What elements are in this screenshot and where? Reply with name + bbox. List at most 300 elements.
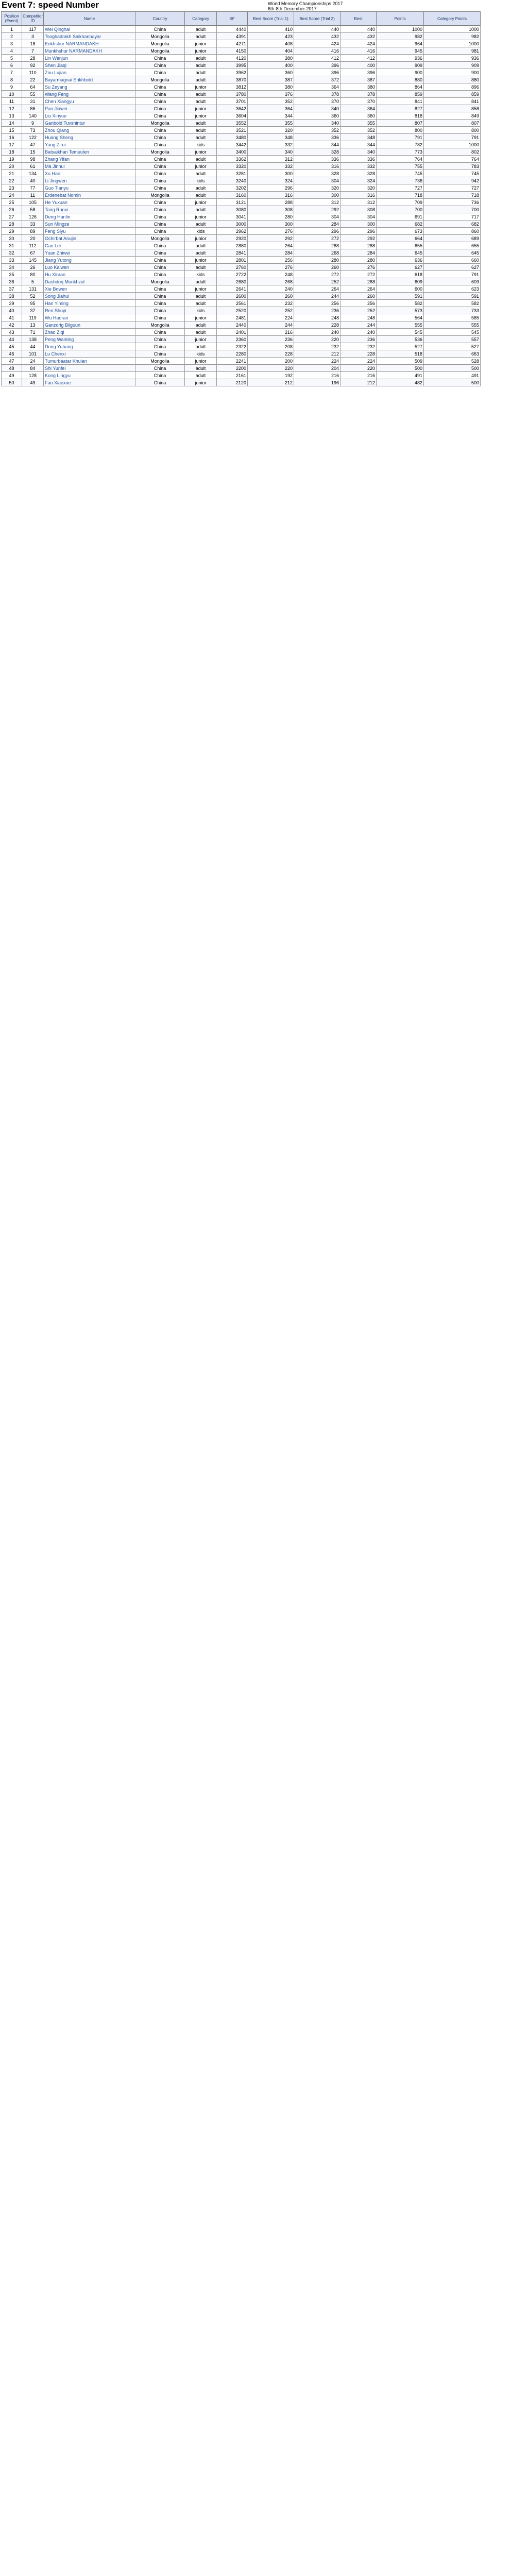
best-cell: 300 <box>340 221 377 228</box>
position-cell: 3 <box>2 40 22 47</box>
position-cell: 45 <box>2 343 22 350</box>
sf-cell: 2680 <box>217 278 248 285</box>
trial-2-cell: 272 <box>294 271 340 278</box>
points-cell: 527 <box>377 343 424 350</box>
competitor-id-cell: 101 <box>22 350 44 358</box>
competitor-id-cell: 122 <box>22 134 44 141</box>
name-cell: Tumurbaatar Khulan <box>44 358 135 365</box>
trial-1-cell: 344 <box>248 112 294 120</box>
trial-2-cell: 224 <box>294 358 340 365</box>
trial-1-cell: 288 <box>248 199 294 206</box>
competitor-id-cell: 92 <box>22 62 44 69</box>
category-cell: kids <box>185 350 217 358</box>
points-cell: 609 <box>377 278 424 285</box>
category-points-cell: 860 <box>424 228 481 235</box>
category-cell: junior <box>185 314 217 321</box>
table-row <box>2 365 481 372</box>
category-points-cell: 849 <box>424 112 481 120</box>
trial-2-cell: 260 <box>294 264 340 271</box>
position-cell: 49 <box>2 372 22 379</box>
country-cell: Mongolia <box>135 278 185 285</box>
category-points-cell: 717 <box>424 213 481 221</box>
table-row <box>2 350 481 358</box>
best-cell: 416 <box>340 47 377 55</box>
category-points-cell: 800 <box>424 127 481 134</box>
category-points-cell: 545 <box>424 329 481 336</box>
trial-2-cell: 360 <box>294 112 340 120</box>
category-cell: junior <box>185 213 217 221</box>
table-row <box>2 163 481 170</box>
table-row <box>2 257 481 264</box>
points-cell: 645 <box>377 249 424 257</box>
name-cell: Yuan Zhiwei <box>44 249 135 257</box>
sf-cell: 2760 <box>217 264 248 271</box>
country-cell: Mongolia <box>135 47 185 55</box>
best-cell: 280 <box>340 257 377 264</box>
trial-1-cell: 320 <box>248 127 294 134</box>
category-cell: adult <box>185 264 217 271</box>
trial-1-cell: 404 <box>248 47 294 55</box>
category-points-cell: 733 <box>424 307 481 314</box>
category-cell: adult <box>185 76 217 83</box>
best-cell: 304 <box>340 213 377 221</box>
table-row <box>2 91 481 98</box>
competitor-id-cell: 67 <box>22 249 44 257</box>
table-row <box>2 271 481 278</box>
points-cell: 745 <box>377 170 424 177</box>
best-cell: 352 <box>340 127 377 134</box>
table-row <box>2 83 481 91</box>
table-row <box>2 184 481 192</box>
position-cell: 36 <box>2 278 22 285</box>
trial-1-cell: 324 <box>248 177 294 184</box>
sf-cell: 4120 <box>217 55 248 62</box>
competitor-id-cell: 80 <box>22 271 44 278</box>
table-row <box>2 127 481 134</box>
category-points-cell: 858 <box>424 105 481 112</box>
category-cell: junior <box>185 199 217 206</box>
best-cell: 232 <box>340 343 377 350</box>
best-cell: 440 <box>340 26 377 33</box>
best-cell: 212 <box>340 379 377 386</box>
sf-cell: 3780 <box>217 91 248 98</box>
best-cell: 432 <box>340 33 377 40</box>
category-cell: adult <box>185 91 217 98</box>
name-cell: Shen Jiaqi <box>44 62 135 69</box>
best-cell: 378 <box>340 91 377 98</box>
competitor-id-cell: 77 <box>22 184 44 192</box>
competitor-id-cell: 7 <box>22 47 44 55</box>
category-cell: junior <box>185 163 217 170</box>
competitor-id-cell: 20 <box>22 235 44 242</box>
best-cell: 284 <box>340 249 377 257</box>
sf-cell: 3442 <box>217 141 248 148</box>
trial-2-cell: 316 <box>294 163 340 170</box>
table-row <box>2 228 481 235</box>
sf-cell: 3962 <box>217 69 248 76</box>
points-cell: 718 <box>377 192 424 199</box>
category-cell: adult <box>185 365 217 372</box>
sf-cell: 3041 <box>217 213 248 221</box>
points-cell: 491 <box>377 372 424 379</box>
name-cell: Song Jiahui <box>44 293 135 300</box>
sf-cell: 3604 <box>217 112 248 120</box>
category-cell: adult <box>185 170 217 177</box>
points-cell: 909 <box>377 62 424 69</box>
name-cell: Ganzorig Bilguun <box>44 321 135 329</box>
table-row <box>2 264 481 271</box>
table-row <box>2 235 481 242</box>
competitor-id-cell: 58 <box>22 206 44 213</box>
competitor-id-cell: 98 <box>22 156 44 163</box>
position-cell: 21 <box>2 170 22 177</box>
points-cell: 691 <box>377 213 424 221</box>
sf-cell: 4391 <box>217 33 248 40</box>
category-points-cell: 591 <box>424 293 481 300</box>
name-cell: Shi Yunfei <box>44 365 135 372</box>
column-header: Best Score (Trial 1) <box>248 12 294 26</box>
table-row <box>2 285 481 293</box>
trial-1-cell: 312 <box>248 156 294 163</box>
category-points-cell: 802 <box>424 148 481 156</box>
position-cell: 4 <box>2 47 22 55</box>
trial-2-cell: 336 <box>294 156 340 163</box>
competitor-id-cell: 73 <box>22 127 44 134</box>
points-cell: 1000 <box>377 26 424 33</box>
country-cell: China <box>135 26 185 33</box>
sf-cell: 2120 <box>217 379 248 386</box>
category-cell: adult <box>185 221 217 228</box>
trial-2-cell: 304 <box>294 213 340 221</box>
trial-1-cell: 376 <box>248 91 294 98</box>
category-points-cell: 900 <box>424 69 481 76</box>
name-cell: Jiang Yutong <box>44 257 135 264</box>
trial-2-cell: 340 <box>294 105 340 112</box>
sf-cell: 3281 <box>217 170 248 177</box>
trial-1-cell: 387 <box>248 76 294 83</box>
category-points-cell: 500 <box>424 379 481 386</box>
table-row <box>2 156 481 163</box>
position-cell: 2 <box>2 33 22 40</box>
sf-cell: 2722 <box>217 271 248 278</box>
best-cell: 320 <box>340 184 377 192</box>
column-header: Position (Event) <box>2 12 22 26</box>
category-cell: adult <box>185 300 217 307</box>
competitor-id-cell: 140 <box>22 112 44 120</box>
trial-1-cell: 332 <box>248 163 294 170</box>
name-cell: Ma Jinhui <box>44 163 135 170</box>
country-cell: China <box>135 163 185 170</box>
name-cell: Lu Chenxi <box>44 350 135 358</box>
position-cell: 47 <box>2 358 22 365</box>
sf-cell: 2561 <box>217 300 248 307</box>
category-points-cell: 1000 <box>424 40 481 47</box>
best-cell: 256 <box>340 300 377 307</box>
competitor-id-cell: 112 <box>22 242 44 249</box>
column-header: Points <box>377 12 424 26</box>
name-cell: Tsogbadrakh Saikhanbayar <box>44 33 135 40</box>
country-cell: Mongolia <box>135 358 185 365</box>
category-points-cell: 718 <box>424 192 481 199</box>
table-row <box>2 336 481 343</box>
trial-1-cell: 256 <box>248 257 294 264</box>
category-cell: adult <box>185 184 217 192</box>
trial-2-cell: 232 <box>294 343 340 350</box>
trial-2-cell: 328 <box>294 170 340 177</box>
category-cell: adult <box>185 278 217 285</box>
trial-1-cell: 200 <box>248 358 294 365</box>
trial-2-cell: 264 <box>294 285 340 293</box>
trial-2-cell: 336 <box>294 134 340 141</box>
table-row <box>2 379 481 386</box>
points-cell: 818 <box>377 112 424 120</box>
trial-2-cell: 432 <box>294 33 340 40</box>
points-cell: 764 <box>377 156 424 163</box>
category-cell: adult <box>185 249 217 257</box>
trial-1-cell: 352 <box>248 98 294 105</box>
name-cell: Guo Tianyu <box>44 184 135 192</box>
best-cell: 240 <box>340 329 377 336</box>
country-cell: China <box>135 329 185 336</box>
trial-1-cell: 244 <box>248 321 294 329</box>
position-cell: 28 <box>2 221 22 228</box>
table-row <box>2 76 481 83</box>
points-cell: 536 <box>377 336 424 343</box>
competitor-id-cell: 49 <box>22 379 44 386</box>
name-cell: Xu Hao <box>44 170 135 177</box>
table-row <box>2 33 481 40</box>
category-cell: kids <box>185 228 217 235</box>
category-cell: junior <box>185 47 217 55</box>
trial-2-cell: 196 <box>294 379 340 386</box>
category-cell: junior <box>185 358 217 365</box>
trial-1-cell: 276 <box>248 228 294 235</box>
country-cell: China <box>135 184 185 192</box>
position-cell: 12 <box>2 105 22 112</box>
name-cell: Lin Wenjun <box>44 55 135 62</box>
position-cell: 44 <box>2 336 22 343</box>
points-cell: 709 <box>377 199 424 206</box>
country-cell: China <box>135 105 185 112</box>
trial-1-cell: 380 <box>248 83 294 91</box>
points-cell: 807 <box>377 120 424 127</box>
trial-1-cell: 228 <box>248 350 294 358</box>
category-points-cell: 783 <box>424 163 481 170</box>
position-cell: 35 <box>2 271 22 278</box>
trial-1-cell: 408 <box>248 40 294 47</box>
competitor-id-cell: 11 <box>22 192 44 199</box>
points-cell: 673 <box>377 228 424 235</box>
best-cell: 424 <box>340 40 377 47</box>
country-cell: China <box>135 91 185 98</box>
competitor-id-cell: 15 <box>22 148 44 156</box>
trial-2-cell: 256 <box>294 300 340 307</box>
competitor-id-cell: 28 <box>22 55 44 62</box>
category-cell: junior <box>185 112 217 120</box>
country-cell: China <box>135 228 185 235</box>
country-cell: China <box>135 271 185 278</box>
table-row <box>2 40 481 47</box>
best-cell: 380 <box>340 83 377 91</box>
points-cell: 800 <box>377 127 424 134</box>
best-cell: 224 <box>340 358 377 365</box>
trial-2-cell: 228 <box>294 321 340 329</box>
category-points-cell: 764 <box>424 156 481 163</box>
trial-2-cell: 320 <box>294 184 340 192</box>
name-cell: Zhou Qiang <box>44 127 135 134</box>
trial-1-cell: 212 <box>248 379 294 386</box>
competitor-id-cell: 5 <box>22 278 44 285</box>
name-cell: Ganbold Tuvshintur <box>44 120 135 127</box>
best-cell: 328 <box>340 170 377 177</box>
best-cell: 332 <box>340 163 377 170</box>
country-cell: Mongolia <box>135 321 185 329</box>
category-points-cell: 727 <box>424 184 481 192</box>
competitor-id-cell: 31 <box>22 98 44 105</box>
trial-1-cell: 216 <box>248 329 294 336</box>
country-cell: China <box>135 177 185 184</box>
competitor-id-cell: 64 <box>22 83 44 91</box>
trial-2-cell: 372 <box>294 76 340 83</box>
trial-1-cell: 355 <box>248 120 294 127</box>
category-cell: adult <box>185 329 217 336</box>
best-cell: 316 <box>340 192 377 199</box>
name-cell: Sun Mingze <box>44 221 135 228</box>
best-cell: 288 <box>340 242 377 249</box>
trial-1-cell: 280 <box>248 213 294 221</box>
position-cell: 10 <box>2 91 22 98</box>
category-points-cell: 582 <box>424 300 481 307</box>
position-cell: 24 <box>2 192 22 199</box>
position-cell: 8 <box>2 76 22 83</box>
position-cell: 11 <box>2 98 22 105</box>
sf-cell: 3202 <box>217 184 248 192</box>
competitor-id-cell: 95 <box>22 300 44 307</box>
trial-2-cell: 248 <box>294 314 340 321</box>
competitor-id-cell: 86 <box>22 105 44 112</box>
best-cell: 355 <box>340 120 377 127</box>
points-cell: 500 <box>377 365 424 372</box>
name-cell: Feng Siyu <box>44 228 135 235</box>
column-header: Best Score (Trial 2) <box>294 12 340 26</box>
name-cell: Batsaikhan Temuulen <box>44 148 135 156</box>
best-cell: 340 <box>340 148 377 156</box>
trial-2-cell: 296 <box>294 228 340 235</box>
best-cell: 348 <box>340 134 377 141</box>
position-cell: 29 <box>2 228 22 235</box>
category-points-cell: 942 <box>424 177 481 184</box>
table-row <box>2 314 481 321</box>
country-cell: China <box>135 69 185 76</box>
country-cell: China <box>135 112 185 120</box>
position-cell: 41 <box>2 314 22 321</box>
name-cell: Ochirbat Anujin <box>44 235 135 242</box>
sf-cell: 3870 <box>217 76 248 83</box>
sf-cell: 2440 <box>217 321 248 329</box>
points-cell: 682 <box>377 221 424 228</box>
name-cell: Cao Lei <box>44 242 135 249</box>
country-cell: China <box>135 213 185 221</box>
points-cell: 564 <box>377 314 424 321</box>
position-cell: 34 <box>2 264 22 271</box>
position-cell: 25 <box>2 199 22 206</box>
position-cell: 13 <box>2 112 22 120</box>
trial-2-cell: 288 <box>294 242 340 249</box>
competitor-id-cell: 134 <box>22 170 44 177</box>
category-cell: junior <box>185 257 217 264</box>
competitor-id-cell: 24 <box>22 358 44 365</box>
position-cell: 18 <box>2 148 22 156</box>
points-cell: 618 <box>377 271 424 278</box>
table-row <box>2 206 481 213</box>
competitor-id-cell: 33 <box>22 221 44 228</box>
trial-2-cell: 440 <box>294 26 340 33</box>
position-cell: 6 <box>2 62 22 69</box>
trial-2-cell: 292 <box>294 206 340 213</box>
trial-2-cell: 424 <box>294 40 340 47</box>
points-cell: 555 <box>377 321 424 329</box>
category-points-cell: 623 <box>424 285 481 293</box>
table-row <box>2 62 481 69</box>
category-points-cell: 880 <box>424 76 481 83</box>
trial-2-cell: 284 <box>294 221 340 228</box>
trial-1-cell: 276 <box>248 264 294 271</box>
trial-1-cell: 252 <box>248 307 294 314</box>
category-cell: adult <box>185 134 217 141</box>
table-row <box>2 343 481 350</box>
trial-2-cell: 212 <box>294 350 340 358</box>
sf-cell: 2920 <box>217 235 248 242</box>
country-cell: China <box>135 257 185 264</box>
table-row <box>2 105 481 112</box>
sf-cell: 2641 <box>217 285 248 293</box>
name-cell: Kong Lingyu <box>44 372 135 379</box>
table-row <box>2 141 481 148</box>
table-row <box>2 358 481 365</box>
sf-cell: 3240 <box>217 177 248 184</box>
points-cell: 600 <box>377 285 424 293</box>
trial-2-cell: 272 <box>294 235 340 242</box>
trial-2-cell: 396 <box>294 69 340 76</box>
sf-cell: 3480 <box>217 134 248 141</box>
position-cell: 7 <box>2 69 22 76</box>
best-cell: 324 <box>340 177 377 184</box>
points-cell: 859 <box>377 91 424 98</box>
country-cell: China <box>135 55 185 62</box>
country-cell: China <box>135 141 185 148</box>
competitor-id-cell: 131 <box>22 285 44 293</box>
best-cell: 400 <box>340 62 377 69</box>
country-cell: China <box>135 249 185 257</box>
trial-2-cell: 340 <box>294 120 340 127</box>
category-cell: kids <box>185 307 217 314</box>
name-cell: Luo Kaiwen <box>44 264 135 271</box>
best-cell: 292 <box>340 235 377 242</box>
category-points-cell: 627 <box>424 264 481 271</box>
trial-2-cell: 370 <box>294 98 340 105</box>
sf-cell: 2600 <box>217 293 248 300</box>
position-cell: 16 <box>2 134 22 141</box>
name-cell: Enkhshur NARMANDAKH <box>44 40 135 47</box>
table-row <box>2 321 481 329</box>
points-cell: 627 <box>377 264 424 271</box>
name-cell: Liu Xinyue <box>44 112 135 120</box>
category-points-cell: 555 <box>424 321 481 329</box>
table-row <box>2 307 481 314</box>
table-row <box>2 192 481 199</box>
category-points-cell: 1000 <box>424 26 481 33</box>
country-cell: China <box>135 221 185 228</box>
